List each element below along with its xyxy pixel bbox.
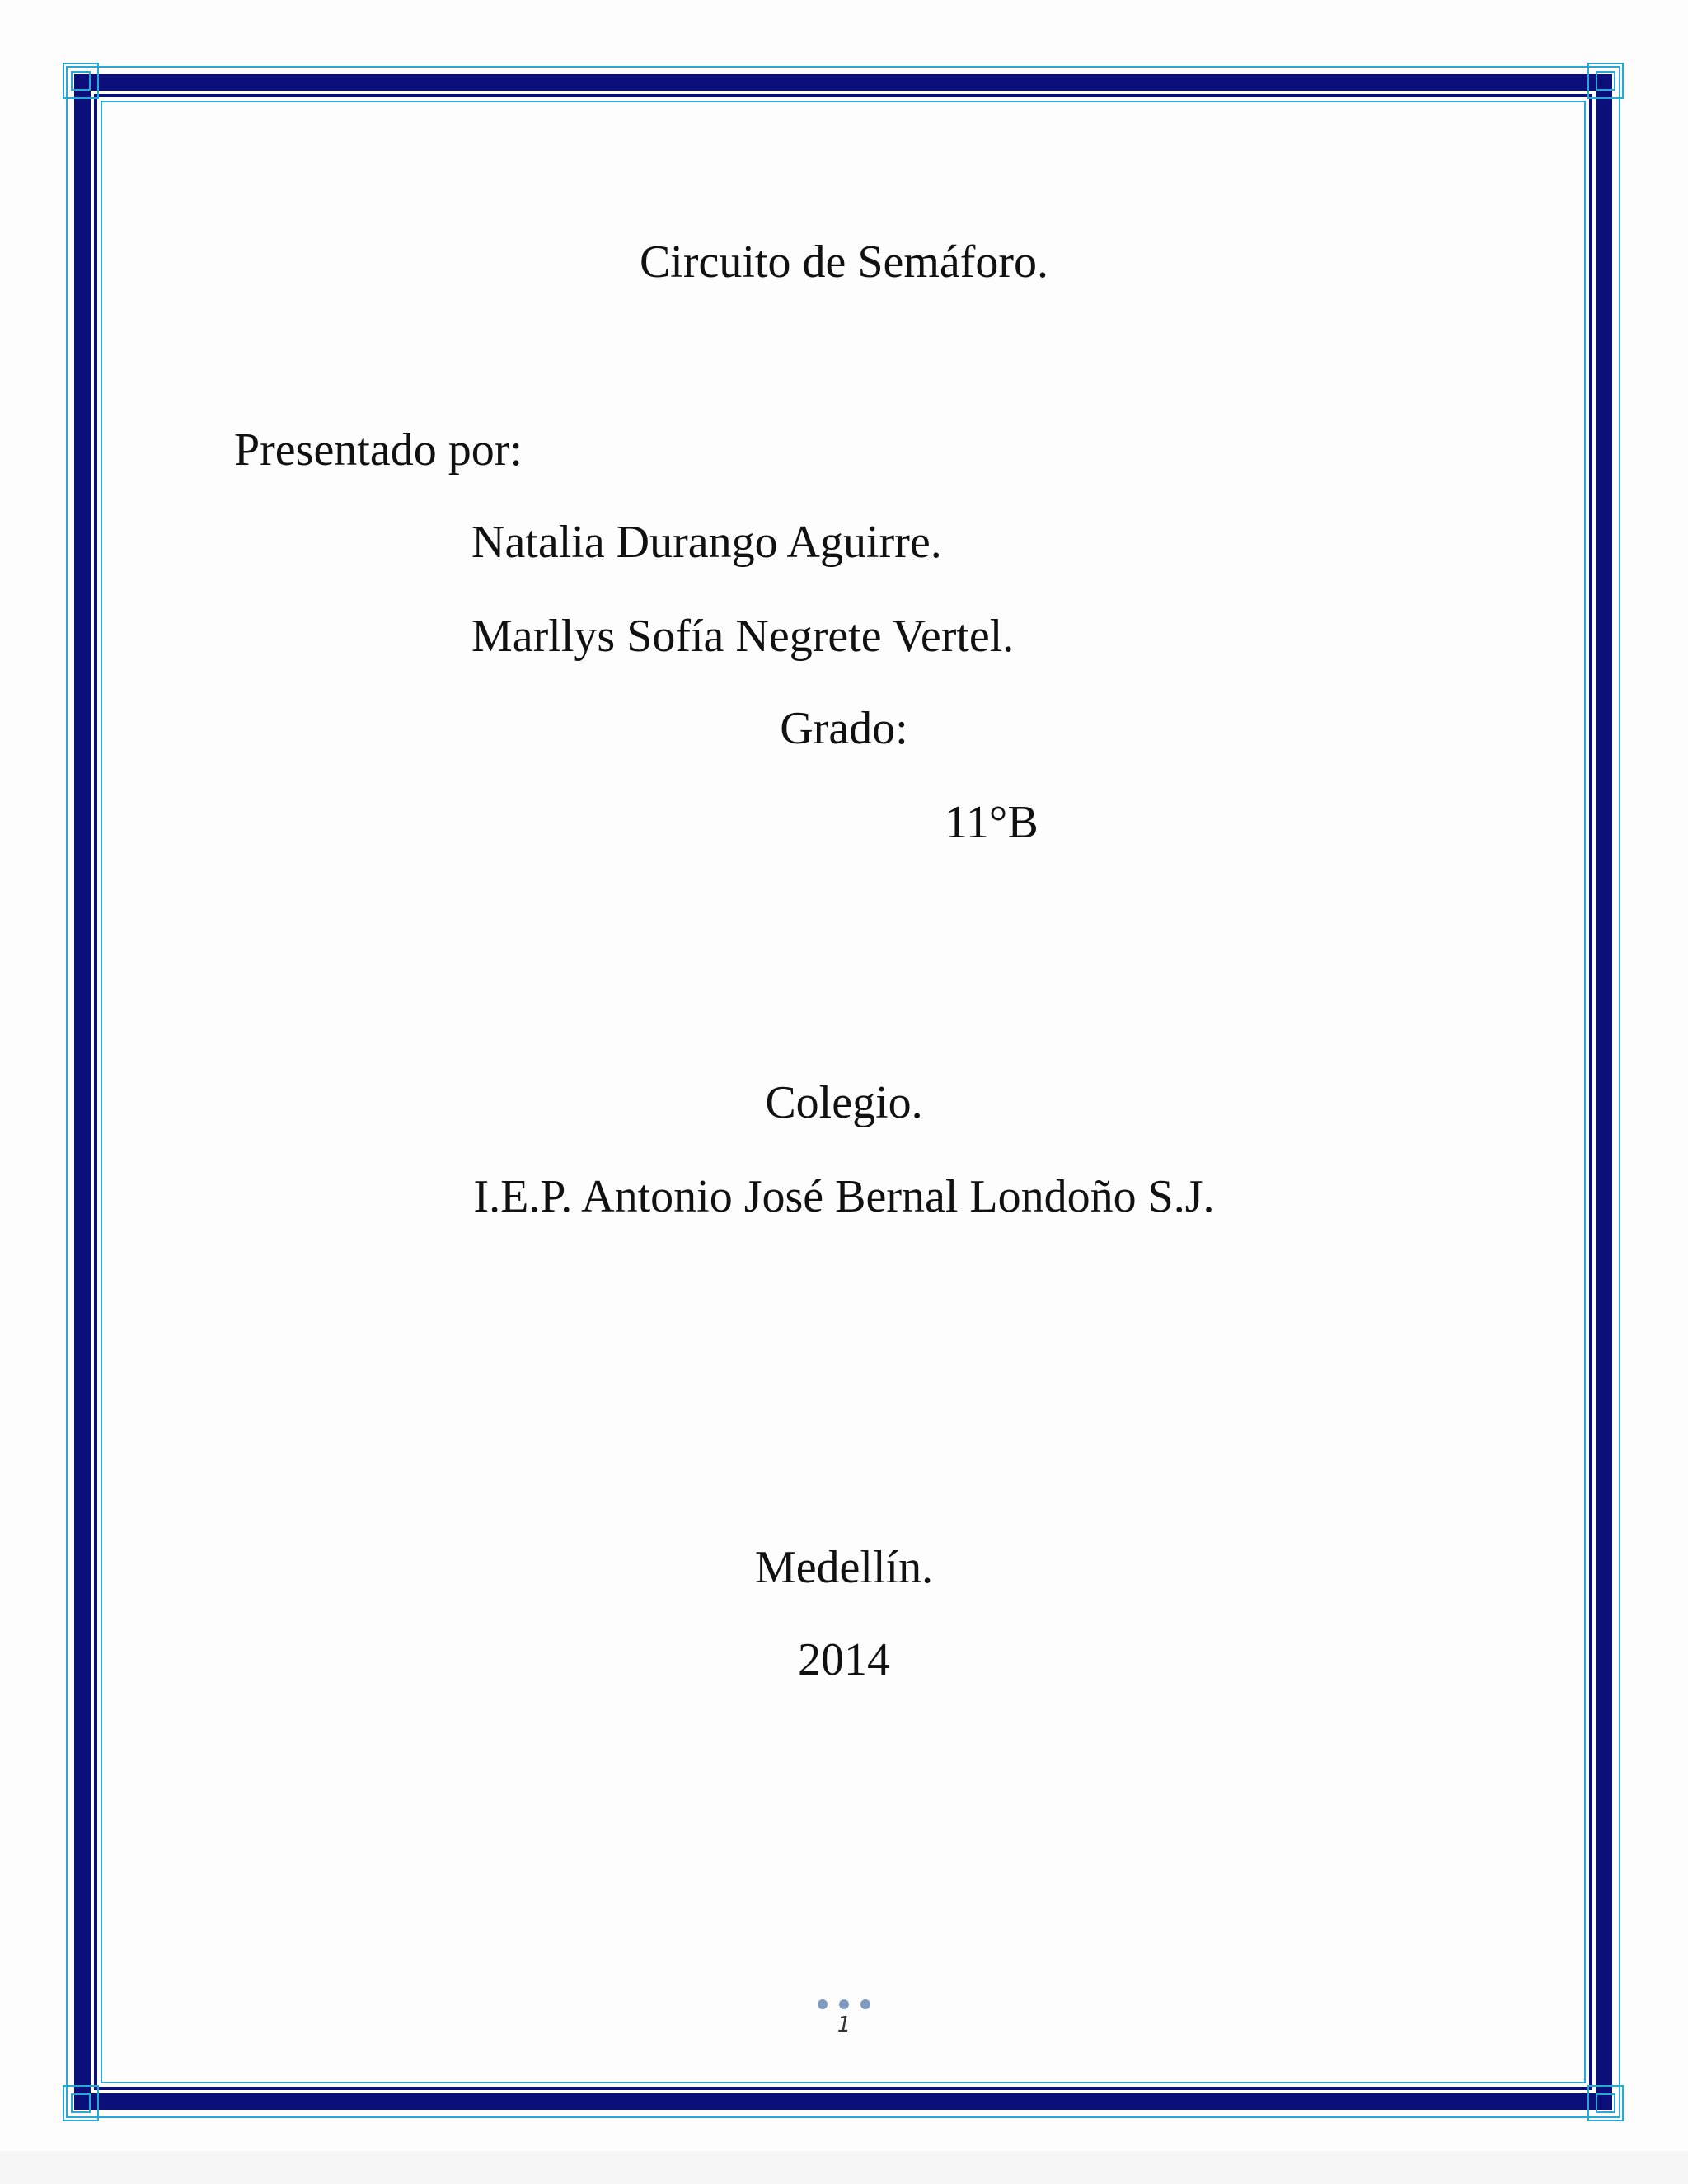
- dot-icon: [860, 1999, 870, 2009]
- grade-value: 11°B: [945, 797, 1039, 848]
- presented-by-label: Presentado por:: [234, 424, 523, 476]
- corner-ornament-top-right: [1587, 63, 1624, 99]
- school-name: I.E.P. Antonio José Bernal Londoño S.J.: [473, 1171, 1215, 1222]
- corner-ornament-bottom-right: [1587, 2085, 1624, 2121]
- corner-ornament-bottom-left: [63, 2085, 99, 2121]
- dot-icon: [818, 1999, 828, 2009]
- dot-icon: [839, 1999, 849, 2009]
- document-title: Circuito de Semáforo.: [639, 237, 1049, 288]
- corner-ornament-top-left: [63, 63, 99, 99]
- author-name: Natalia Durango Aguirre.: [471, 517, 942, 568]
- year: 2014: [798, 1634, 890, 1685]
- city: Medellín.: [754, 1542, 934, 1593]
- page-number: 1: [837, 2013, 851, 2037]
- author-name: Marllys Sofía Negrete Vertel.: [471, 611, 1015, 662]
- three-dots-icon: [0, 1999, 1688, 2009]
- grade-label: Grado:: [780, 703, 908, 754]
- school-label: Colegio.: [765, 1077, 923, 1128]
